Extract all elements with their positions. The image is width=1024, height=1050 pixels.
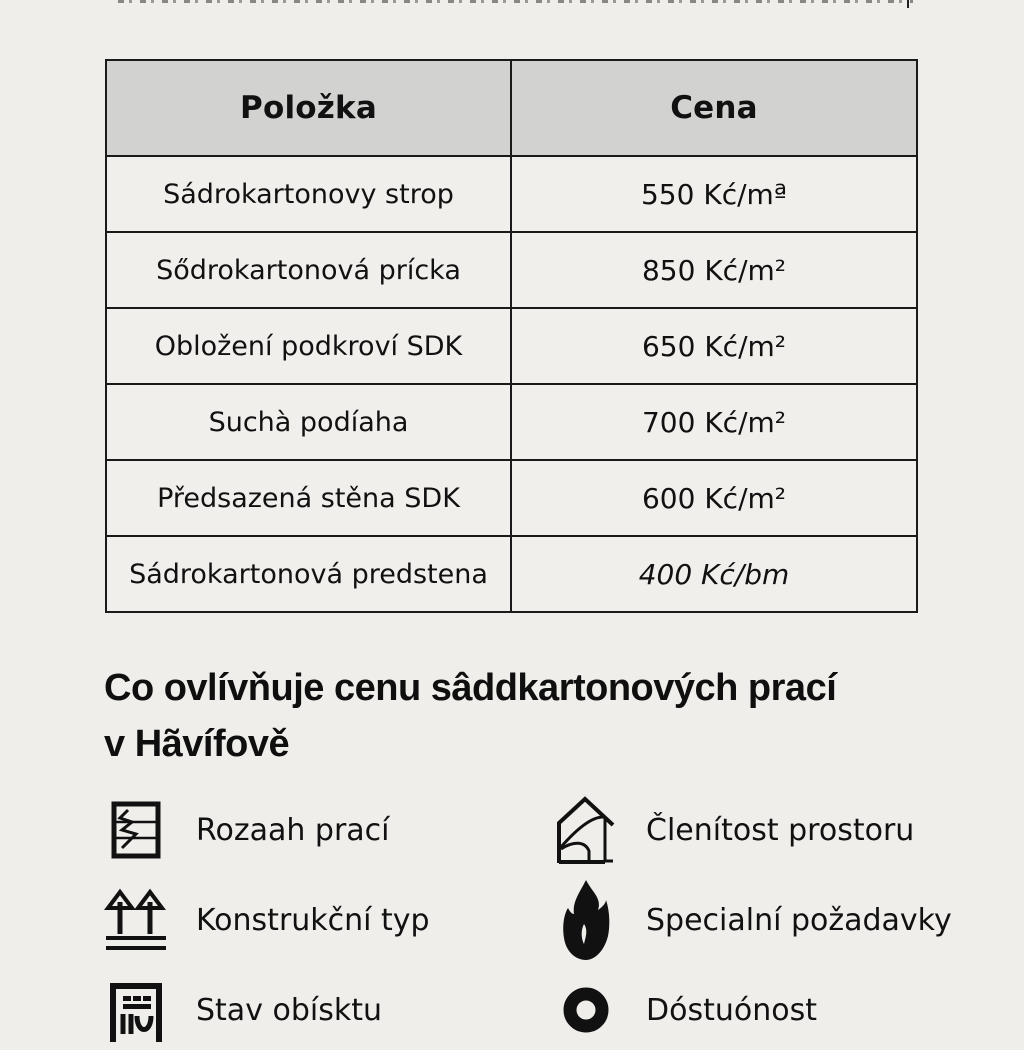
house-icon	[554, 798, 618, 862]
table-row	[106, 308, 917, 384]
cell-item: Předsazená stěna SDK	[106, 460, 511, 536]
factor-label: Stav obísktu	[196, 992, 382, 1028]
table-row	[106, 384, 917, 460]
cell-item: Sádrokartonová predstena	[106, 536, 511, 612]
cell-price: 650 Kć/m²	[511, 308, 917, 384]
cell-price: 550 Kć/mª	[511, 156, 917, 232]
factor-item-special	[554, 880, 952, 960]
table-row	[106, 232, 917, 308]
table-row	[106, 536, 917, 612]
scope-document-icon	[104, 798, 168, 862]
cell-item: Suchà podíaha	[106, 384, 511, 460]
factor-item-scope	[104, 790, 390, 870]
cell-price: 700 Kć/m²	[511, 384, 917, 460]
cell-price: 850 Kć/m²	[511, 232, 917, 308]
factor-item-access	[554, 970, 817, 1050]
table-row	[106, 460, 917, 536]
factor-label: Dóstuónost	[646, 992, 817, 1028]
factor-label: Rozaah prací	[196, 812, 390, 848]
arrows-up-icon	[104, 888, 168, 952]
price-table	[105, 59, 918, 613]
header-item: Položka	[106, 60, 511, 156]
table-row	[106, 156, 917, 232]
section-title-line2: v Hãvífově	[104, 723, 290, 765]
building-state-icon	[104, 978, 168, 1042]
text-cursor-bar	[907, 0, 909, 8]
cell-price: 400 Kć/bm	[511, 536, 917, 612]
factor-item-construction	[104, 880, 430, 960]
cell-item: Sődrokartonová prícka	[106, 232, 511, 308]
flame-icon	[554, 888, 618, 952]
factor-label: Konstrukční typ	[196, 902, 430, 938]
table-header-row	[106, 60, 917, 156]
cropped-text-strip	[118, 0, 913, 3]
cell-item: Sádrokartonovy strop	[106, 156, 511, 232]
header-price: Cena	[511, 60, 917, 156]
ring-icon	[554, 978, 618, 1042]
cell-price: 600 Kć/m²	[511, 460, 917, 536]
section-title	[104, 660, 964, 772]
factor-label: Členítost prostoru	[646, 812, 915, 848]
cell-item: Obložení podkroví SDK	[106, 308, 511, 384]
factor-item-condition	[104, 970, 382, 1050]
factor-label: Specialní požadavky	[646, 902, 952, 938]
section-title-line1: Co ovlívňuje cenu sâddkartonových prací	[104, 667, 837, 709]
cropped-text-line	[118, 0, 913, 8]
factor-item-space	[554, 790, 914, 870]
